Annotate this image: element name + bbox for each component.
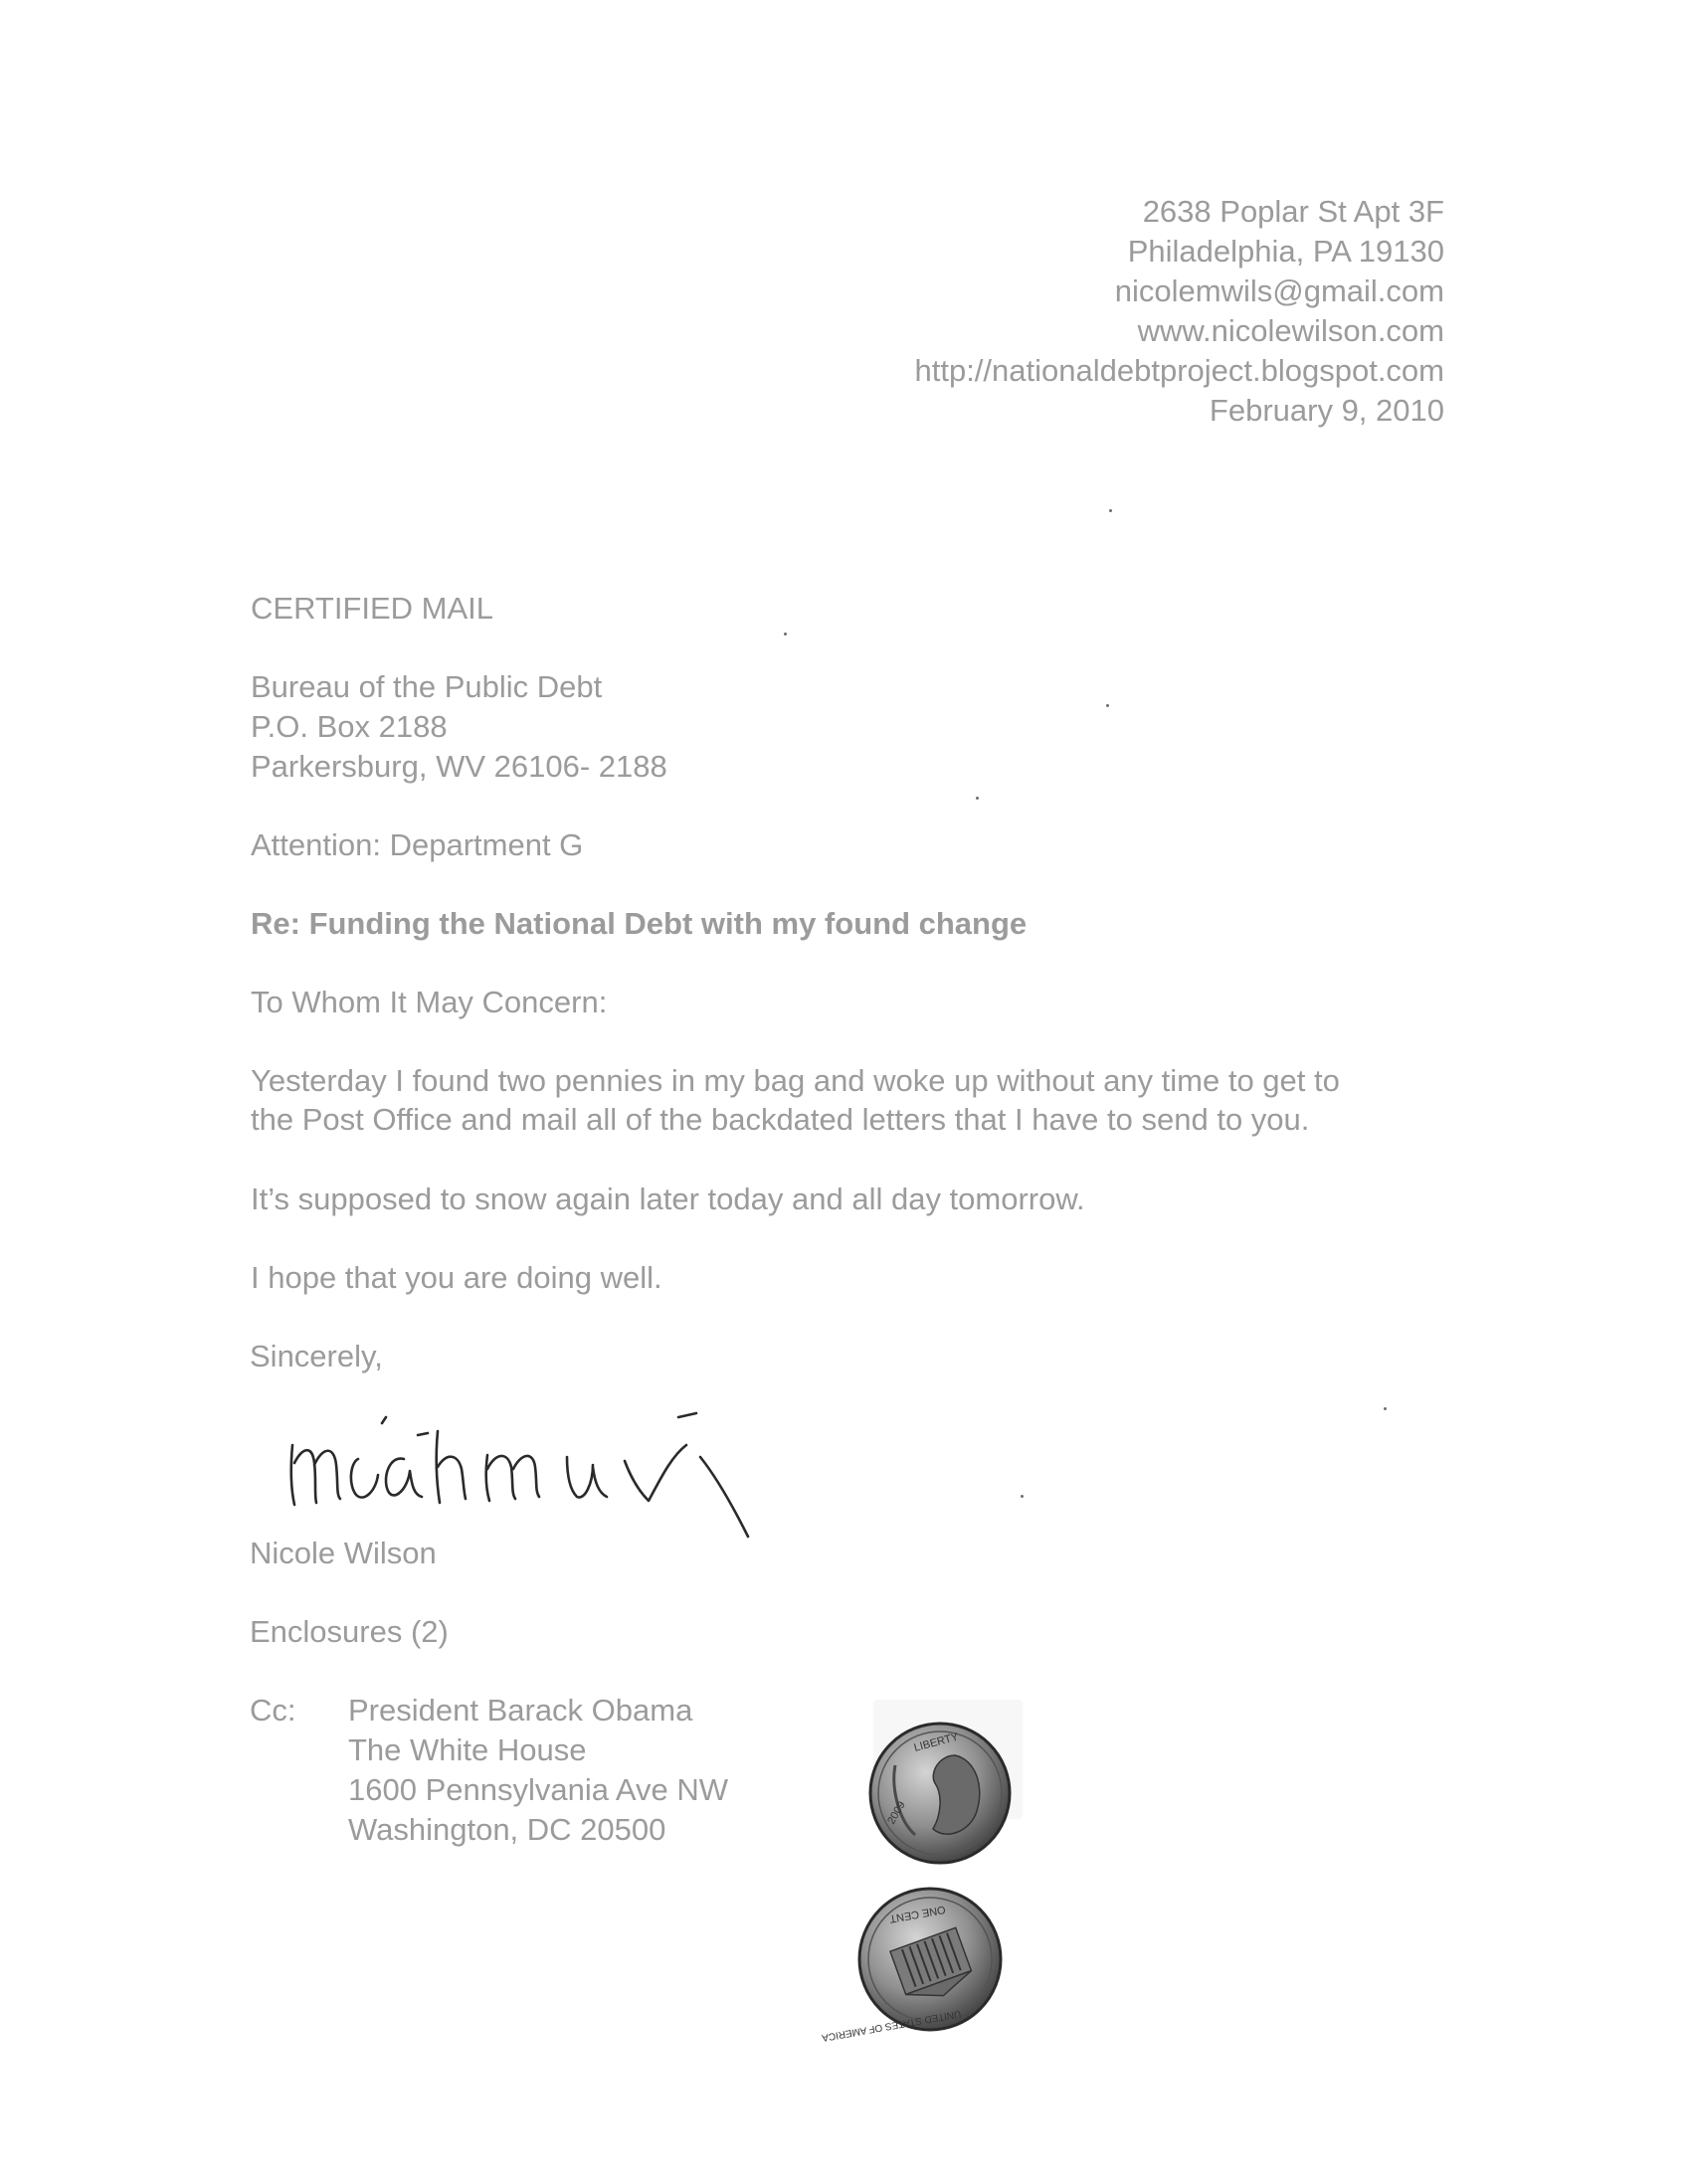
sender-address-block — [914, 192, 1444, 431]
closing: Sincerely, — [250, 1339, 383, 1373]
cc-line-2: The White House — [348, 1732, 587, 1767]
scan-speck — [1021, 1495, 1024, 1498]
attention-line: Attention: Department G — [251, 827, 584, 862]
cc-recipient-block — [348, 1691, 728, 1850]
mail-type: CERTIFIED MAIL — [251, 591, 494, 626]
scan-speck — [1109, 509, 1112, 512]
cc-label: Cc: — [250, 1693, 296, 1728]
enclosed-pennies — [821, 1696, 1054, 2044]
recipient-city-state-zip: Parkersburg, WV 26106- 2188 — [251, 749, 667, 784]
penny-back — [821, 1889, 1001, 2043]
letter-date: February 9, 2010 — [1209, 393, 1444, 428]
sender-blog-url: http://nationaldebtproject.blogspot.com — [914, 353, 1444, 388]
body-paragraph-2: It’s supposed to snow again later today and all day tomorrow. — [251, 1182, 1085, 1216]
body-paragraph-1-line-2: the Post Office and mail all of the backdated letters that I have to send to you. — [251, 1102, 1310, 1137]
subject-line: Re: Funding the National Debt with my found change — [251, 906, 1028, 941]
cc-line-3: 1600 Pennsylvania Ave NW — [348, 1772, 728, 1807]
salutation: To Whom It May Concern: — [251, 985, 608, 1019]
scan-speck — [1384, 1407, 1387, 1410]
signer-name: Nicole Wilson — [250, 1536, 437, 1570]
handwritten-signature — [279, 1374, 796, 1547]
enclosures-line: Enclosures (2) — [250, 1614, 449, 1649]
penny-liberty-text: LIBERTY — [912, 1730, 960, 1754]
scan-speck — [976, 797, 979, 800]
body-paragraph-1-line-1: Yesterday I found two pennies in my bag and woke up without any time to get to — [251, 1063, 1340, 1098]
sender-street: 2638 Poplar St Apt 3F — [1142, 194, 1444, 229]
signature-text: Nicole Wilson — [279, 1374, 375, 1391]
sender-email: nicolemwils@gmail.com — [1114, 273, 1444, 308]
penny-front — [870, 1724, 1010, 1863]
sender-website: www.nicolewilson.com — [1137, 313, 1444, 348]
cc-line-1: President Barack Obama — [348, 1693, 693, 1728]
cc-line-4: Washington, DC 20500 — [348, 1812, 666, 1847]
recipient-po-box: P.O. Box 2188 — [251, 709, 448, 744]
sender-city-state-zip: Philadelphia, PA 19130 — [1127, 234, 1444, 269]
recipient-name: Bureau of the Public Debt — [251, 669, 603, 704]
penny-denomination-text: ONE CENT — [888, 1903, 947, 1925]
penny-year-text: 2009 — [885, 1799, 908, 1827]
body-paragraph-3: I hope that you are doing well. — [251, 1260, 662, 1295]
scan-speck — [1106, 704, 1109, 707]
penny-country-text: UNITED STATES OF AMERICA — [821, 2007, 962, 2044]
scan-speck — [784, 633, 787, 636]
